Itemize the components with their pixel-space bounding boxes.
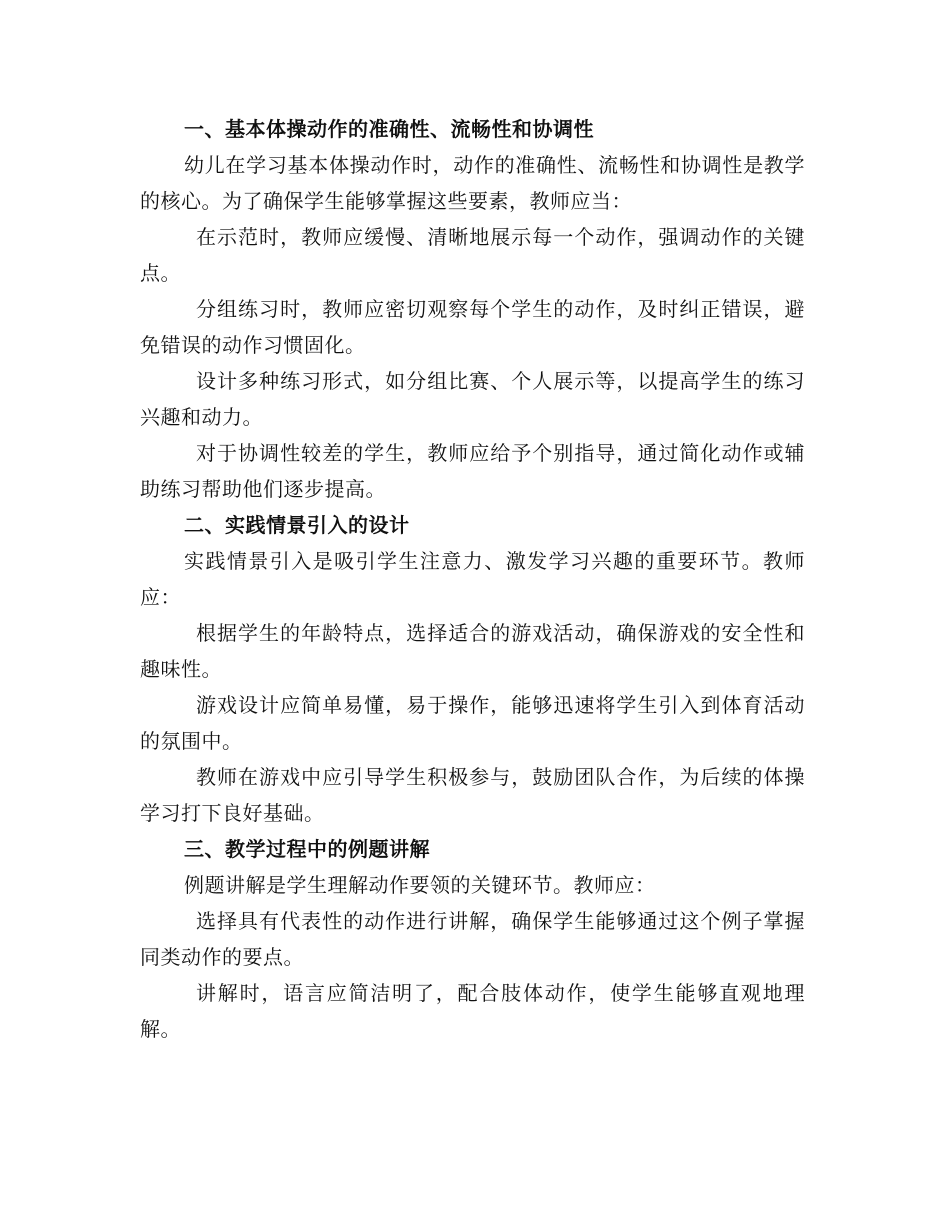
list-item: 设计多种练习形式，如分组比赛、个人展示等，以提高学生的练习兴趣和动力。 bbox=[140, 369, 805, 429]
list-item: 选择具有代表性的动作进行讲解，确保学生能够通过这个例子掌握同类动作的要点。 bbox=[140, 909, 805, 969]
list-item: 对于协调性较差的学生，教师应给予个别指导，通过简化动作或辅助练习帮助他们逐步提高。 bbox=[140, 441, 805, 501]
list-item: 游戏设计应简单易懂，易于操作，能够迅速将学生引入到体育活动的氛围中。 bbox=[140, 693, 805, 753]
list-item: 根据学生的年龄特点，选择适合的游戏活动，确保游戏的安全性和趣味性。 bbox=[140, 621, 805, 681]
section-intro: 幼儿在学习基本体操动作时，动作的准确性、流畅性和协调性是教学的核心。为了确保学生能够掌握这些要素，教师应当： bbox=[140, 153, 805, 213]
section-intro: 例题讲解是学生理解动作要领的关键环节。教师应： bbox=[184, 873, 656, 897]
section-heading: 三、教学过程中的例题讲解 bbox=[184, 837, 430, 861]
section-heading: 一、基本体操动作的准确性、流畅性和协调性 bbox=[184, 117, 594, 141]
list-item: 讲解时，语言应简洁明了，配合肢体动作，使学生能够直观地理解。 bbox=[140, 981, 805, 1041]
section-1 bbox=[140, 111, 805, 507]
document-page bbox=[140, 111, 805, 1047]
list-item: 分组练习时，教师应密切观察每个学生的动作，及时纠正错误，避免错误的动作习惯固化。 bbox=[140, 297, 805, 357]
section-3 bbox=[140, 831, 805, 1047]
section-intro: 实践情景引入是吸引学生注意力、激发学习兴趣的重要环节。教师应： bbox=[140, 549, 805, 609]
section-2 bbox=[140, 507, 805, 831]
list-item: 在示范时，教师应缓慢、清晰地展示每一个动作，强调动作的关键点。 bbox=[140, 225, 805, 285]
section-heading: 二、实践情景引入的设计 bbox=[184, 513, 410, 537]
list-item: 教师在游戏中应引导学生积极参与，鼓励团队合作，为后续的体操学习打下良好基础。 bbox=[140, 765, 805, 825]
